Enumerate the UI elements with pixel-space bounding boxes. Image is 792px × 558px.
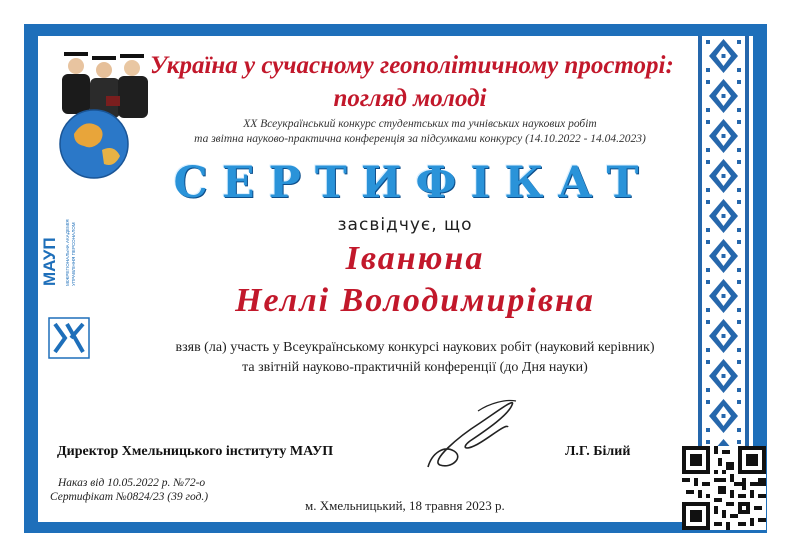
certificate-heading: СЕРТИФІКАТ <box>173 158 653 208</box>
contest-subtitle-line2: та звітна науково-практична конференція за підсумками конкурсу (14.10.2022 - 14.04.2023) <box>194 133 646 145</box>
order-number: Наказ від 10.05.2022 р. №72-о <box>58 477 206 489</box>
contest-title-line1: Україна у сучасному геополітичному просторі: <box>150 52 674 79</box>
place-and-date: м. Хмельницький, 18 травня 2023 р. <box>305 498 505 513</box>
qr-code <box>682 446 766 530</box>
maup-logo-brand: МАУП <box>40 237 59 286</box>
maup-logo-name-line1: МІЖРЕГІОНАЛЬНА АКАДЕМІЯ <box>65 219 70 286</box>
participation-text-line2: та звітній науково-практичній конференції (до Дня науки) <box>242 360 588 375</box>
recipient-surname: Іванюна <box>345 240 485 277</box>
recipient-given-names: Неллі Володимирівна <box>235 282 595 319</box>
certifies-text: засвідчує, що <box>337 215 473 235</box>
director-name: Л.Г. Білий <box>565 444 631 459</box>
contest-subtitle-line1: XX Всеукраїнський конкурс студентських та учнівських наукових робіт <box>243 118 597 130</box>
certificate-number: Сертифікат №0824/23 (39 год.) <box>50 491 209 503</box>
maup-logo-name-line2: УПРАВЛІННЯ ПЕРСОНАЛОМ <box>71 222 76 286</box>
maup-logo <box>40 219 93 366</box>
contest-title-line2: погляд молоді <box>333 85 487 112</box>
handwritten-signature <box>418 393 528 475</box>
participation-text-line1: взяв (ла) участь у Всеукраїнському конкурсі наукових робіт (науковий керівник) <box>175 340 655 355</box>
director-title: Директор Хмельницького інституту МАУП <box>57 444 334 459</box>
